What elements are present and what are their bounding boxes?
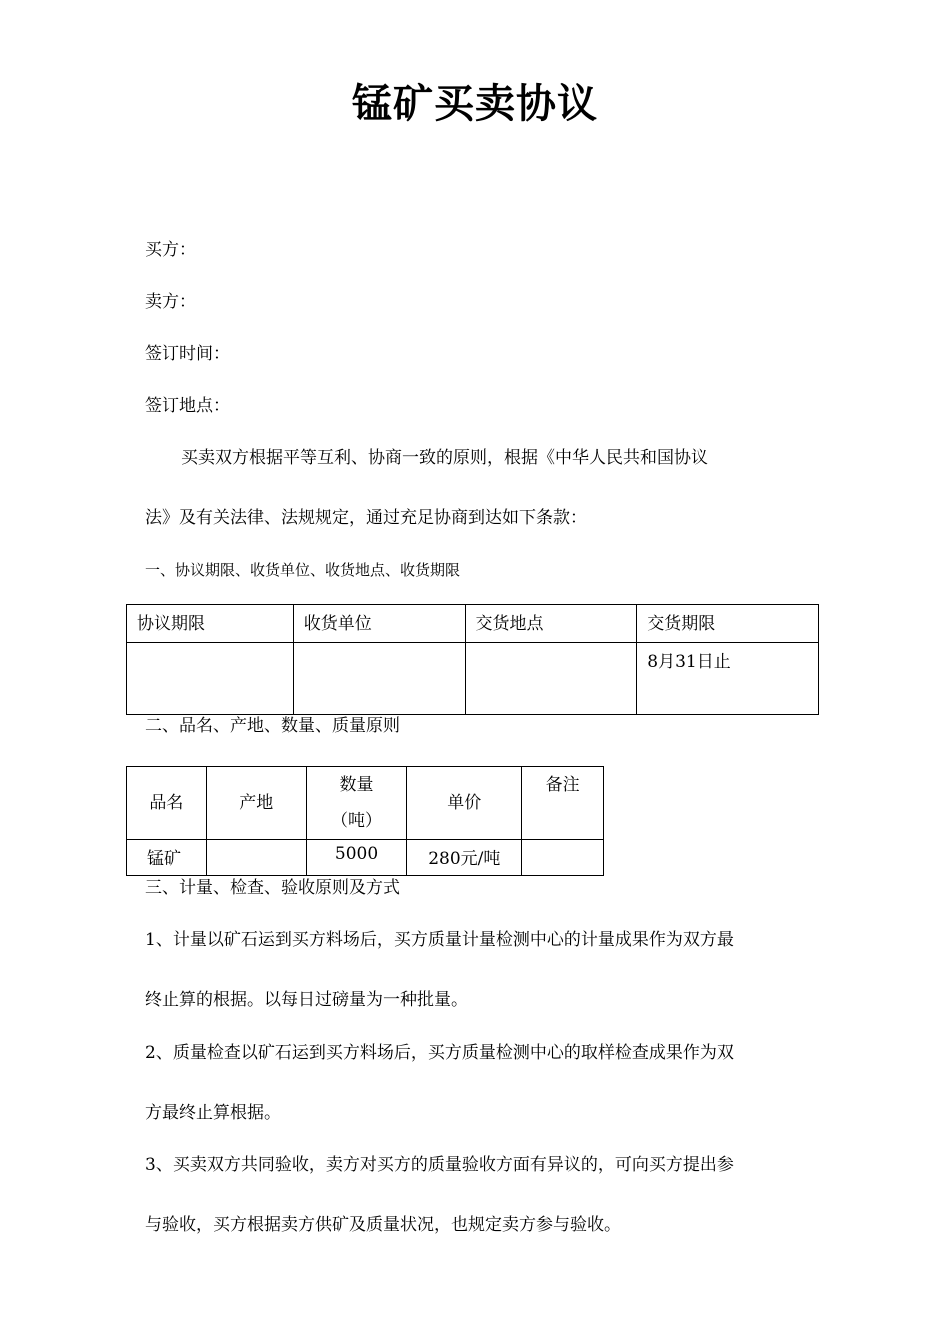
header-quantity-unit: （吨） bbox=[331, 811, 383, 831]
table-header-row bbox=[127, 767, 604, 840]
clause3-line-1: 3、买卖双方共同验收，卖方对买方的质量验收方面有异议的，可向买方提出参 bbox=[145, 1155, 734, 1175]
intro-line-2: 法》及有关法律、法规规定，通过充足协商到达如下条款： bbox=[145, 508, 587, 528]
header-quantity-label: 数量 bbox=[339, 775, 374, 795]
product-table bbox=[126, 766, 604, 876]
header-remarks: 备注 bbox=[522, 767, 604, 840]
clause2-line-2: 方最终止算根据。 bbox=[145, 1103, 281, 1123]
header-delivery-deadline: 交货期限 bbox=[637, 605, 819, 643]
intro-line-1: 买卖双方根据平等互利、协商一致的原则，根据《中华人民共和国协议 bbox=[181, 448, 708, 468]
header-product-name: 品名 bbox=[127, 767, 207, 840]
table-row bbox=[127, 643, 819, 715]
cell-origin bbox=[206, 840, 306, 876]
section1-heading: 一、协议期限、收货单位、收货地点、收货期限 bbox=[145, 561, 461, 579]
section2-heading: 二、品名、产地、数量、质量原则 bbox=[145, 716, 400, 736]
clause1-line-2: 终止算的根据。以每日过磅量为一种批量。 bbox=[145, 990, 468, 1010]
header-origin: 产地 bbox=[206, 767, 306, 840]
cell-delivery-place bbox=[465, 643, 637, 715]
section3-heading: 三、计量、检查、验收原则及方式 bbox=[145, 878, 400, 898]
table-header-row bbox=[127, 605, 819, 643]
cell-product-name: 锰矿 bbox=[127, 840, 207, 876]
sign-place-field: 签订地点： bbox=[145, 396, 230, 416]
cell-delivery-deadline: 8月31日止 bbox=[637, 643, 819, 715]
buyer-field: 买方： bbox=[145, 240, 196, 260]
cell-receiving-unit bbox=[293, 643, 465, 715]
header-unit-price: 单价 bbox=[407, 767, 522, 840]
contract-terms-table bbox=[126, 604, 819, 715]
clause2-line-1: 2、质量检查以矿石运到买方料场后，买方质量检测中心的取样检查成果作为双 bbox=[145, 1043, 734, 1063]
header-receiving-unit: 收货单位 bbox=[293, 605, 465, 643]
clause1-line-1: 1、计量以矿石运到买方料场后，买方质量计量检测中心的计量成果作为双方最 bbox=[145, 930, 734, 950]
header-delivery-place: 交货地点 bbox=[465, 605, 637, 643]
header-quantity bbox=[306, 767, 407, 840]
sign-time-field: 签订时间： bbox=[145, 344, 230, 364]
seller-field: 卖方： bbox=[145, 292, 196, 312]
clause3-line-2: 与验收，买方根据卖方供矿及质量状况，也规定卖方参与验收。 bbox=[145, 1215, 621, 1235]
header-contract-period: 协议期限 bbox=[127, 605, 294, 643]
document-title: 锰矿买卖协议 bbox=[352, 80, 598, 127]
cell-remarks bbox=[522, 840, 604, 876]
cell-unit-price: 280元/吨 bbox=[407, 840, 522, 876]
cell-contract-period bbox=[127, 643, 294, 715]
cell-quantity: 5000 bbox=[306, 840, 407, 876]
table-row bbox=[127, 840, 604, 876]
